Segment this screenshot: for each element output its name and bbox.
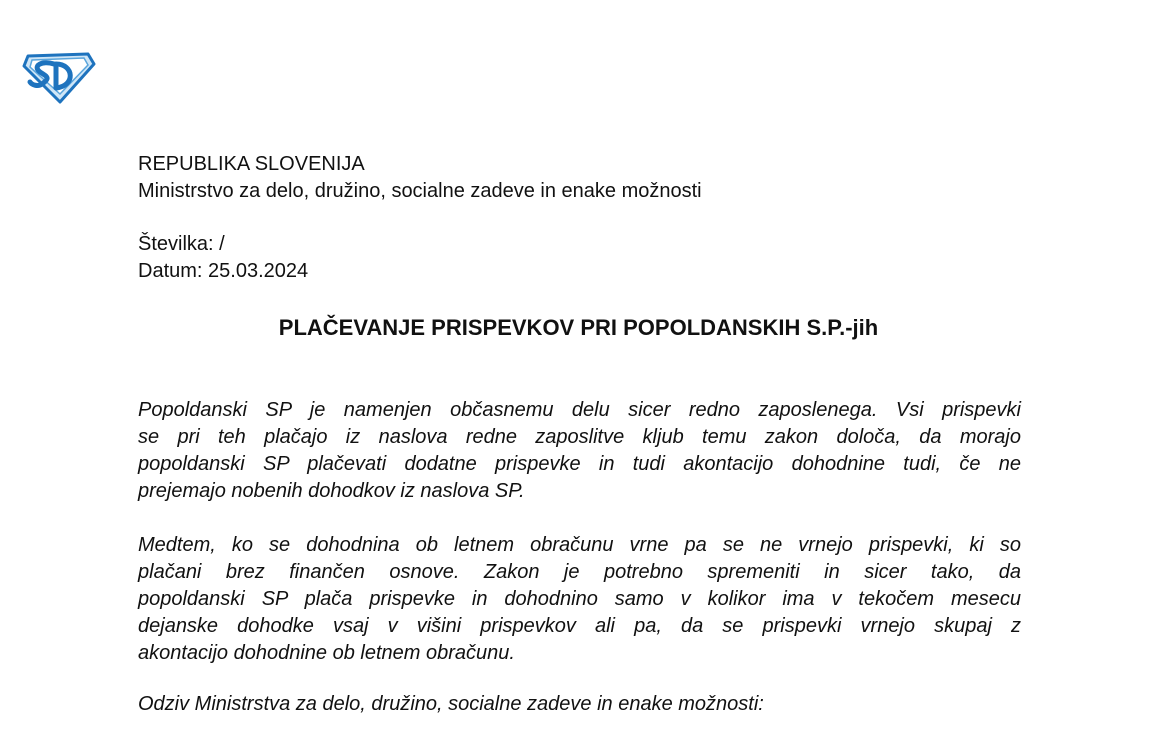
ministry-name: Ministrstvo za delo, družino, socialne zadeve in enake možnosti [138, 180, 702, 202]
document-number: Številka: / [138, 233, 225, 255]
paragraph-line: prejemajo nobenih dohodkov iz naslova SP. [138, 480, 525, 502]
document-meta [138, 231, 308, 285]
paragraph-line: Medtem, ko se dohodnina ob letnem obračunu vrne pa se ne vrnejo prispevki, ki so [138, 534, 1021, 556]
country-name: REPUBLIKA SLOVENIJA [138, 153, 365, 175]
paragraph-line: Popoldanski SP je namenjen občasnemu delu sicer redno zaposlenega. Vsi prispevki [138, 399, 1021, 421]
paragraph-line: se pri teh plačajo iz naslova redne zaposlitve kljub temu zakon določa, da morajo [138, 426, 1021, 448]
paragraph-line: popoldanski SP plača prispevke in dohodnino samo v kolikor ima v tekočem mesecu [138, 588, 1021, 610]
paragraph-1 [138, 397, 1021, 505]
document-date: Datum: 25.03.2024 [138, 260, 309, 282]
document-title: PLAČEVANJE PRISPEVKOV PRI POPOLDANSKIH S.P.-jih [278, 315, 879, 340]
paragraph-2 [138, 532, 1021, 667]
paragraph-3: Odziv Ministrstva za delo, družino, socialne zadeve in enake možnosti: [138, 693, 764, 715]
sd-logo-icon [20, 48, 96, 104]
paragraph-line: dejanske dohodke vsaj v višini prispevkov ali pa, da se prispevki vrnejo skupaj z [138, 615, 1021, 637]
paragraph-line: akontacijo dohodnine ob letnem obračunu. [138, 642, 515, 664]
paragraph-line: popoldanski SP plačevati dodatne prispevke in tudi akontacijo dohodnine tudi, če ne [138, 453, 1021, 475]
paragraph-line: plačani brez finančen osnove. Zakon je potrebno spremeniti in sicer tako, da [138, 561, 1021, 583]
letterhead [138, 151, 702, 205]
